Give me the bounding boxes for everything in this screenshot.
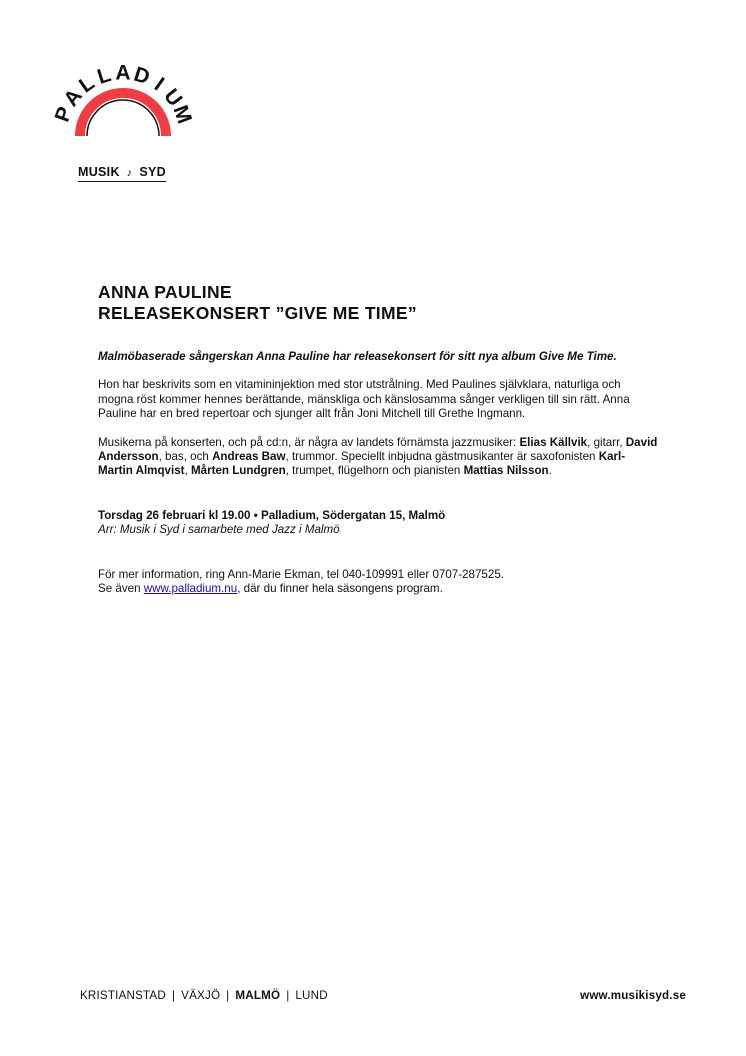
lead-paragraph: Malmöbaserade sångerskan Anna Pauline har releasekonsert för sitt nya album Give Me Time. [98, 350, 617, 363]
musicians-intro: Musikerna på konserten, och på cd:n, är några av landets förnämsta jazzmusiker: [98, 435, 520, 449]
separator: | [226, 989, 230, 1002]
musician-name: David Andersson [98, 435, 658, 464]
city-lund: LUND [295, 989, 328, 1002]
logo-letter: L [94, 63, 114, 89]
event-arranger: Arr: Musik i Syd i samarbete med Jazz i Malmö [98, 523, 340, 537]
musician-role: . [548, 464, 552, 478]
see-suffix: , där du finner hela säsongens program. [237, 582, 443, 596]
brand-musik: MUSIK [78, 165, 120, 179]
logo-letter: P [50, 103, 78, 125]
musician-role: , trumpet, flügelhorn och pianisten [285, 464, 464, 478]
musician-name: Karl-Martin Almqvist [98, 450, 626, 478]
note-icon: ♪ [126, 167, 133, 179]
palladium-link[interactable]: www.palladium.nu [143, 582, 238, 596]
brand-syd: SYD [139, 165, 166, 179]
separator: | [171, 989, 176, 1002]
city-vaxjo: VÄXJÖ [181, 989, 221, 1002]
logo-letter: L [75, 71, 99, 98]
musician-role: , bas, och [158, 450, 213, 464]
musik-i-syd-wordmark [78, 165, 166, 182]
musician-name: Andreas Baw [212, 450, 286, 464]
palladium-logo-graphic [40, 52, 210, 162]
document-body [98, 350, 658, 596]
logo-letter: I [150, 73, 169, 96]
contact-info: För mer information, ring Ann-Marie Ekman, tel 040-109991 eller 0707-287525. [98, 567, 505, 581]
logo-letter: A [115, 61, 131, 85]
website-info [98, 582, 658, 596]
musician-name: Mattias Nilsson [463, 464, 549, 478]
musician-role: , [184, 464, 191, 478]
musician-role: , gitarr, [587, 435, 626, 449]
logo-letter: M [168, 102, 196, 127]
document-title [98, 282, 417, 324]
event-details: Torsdag 26 februari kl 19.00 • Palladium, Södergatan 15, Malmö [98, 508, 446, 522]
footer-website[interactable]: www.musikisyd.se [580, 989, 686, 1002]
footer-cities [80, 989, 328, 1002]
musician-role: , trummor. Speciellt inbjudna gästmusikanter är saxofonisten [285, 450, 599, 464]
see-prefix: Se även [98, 582, 144, 596]
logo-letter: A [59, 84, 87, 111]
city-malmo: MALMÖ [235, 989, 281, 1002]
description-paragraph: Hon har beskrivits som en vitamininjektion med stor utstrålning. Med Paulines självklara, naturliga och mogna röst kommer hennes berättande, mänskliga och känslosamma sånger verkligen till sin rätt. Anna Pauline har en bred repertoar och sjunger allt från Joni Mitchell till Grethe Ingmann. [98, 378, 630, 421]
separator: | [286, 989, 290, 1002]
logo-letter: U [159, 84, 187, 111]
logo-letter: D [131, 62, 153, 90]
musician-name: Mårten Lundgren [191, 464, 286, 478]
city-kristianstad: KRISTIANSTAD [80, 989, 166, 1002]
title-line-2: RELEASEKONSERT ”GIVE ME TIME” [98, 303, 417, 323]
musician-name: Elias Källvik [519, 435, 588, 449]
musicians-paragraph [98, 436, 658, 479]
title-line-1: ANNA PAULINE [98, 282, 232, 302]
